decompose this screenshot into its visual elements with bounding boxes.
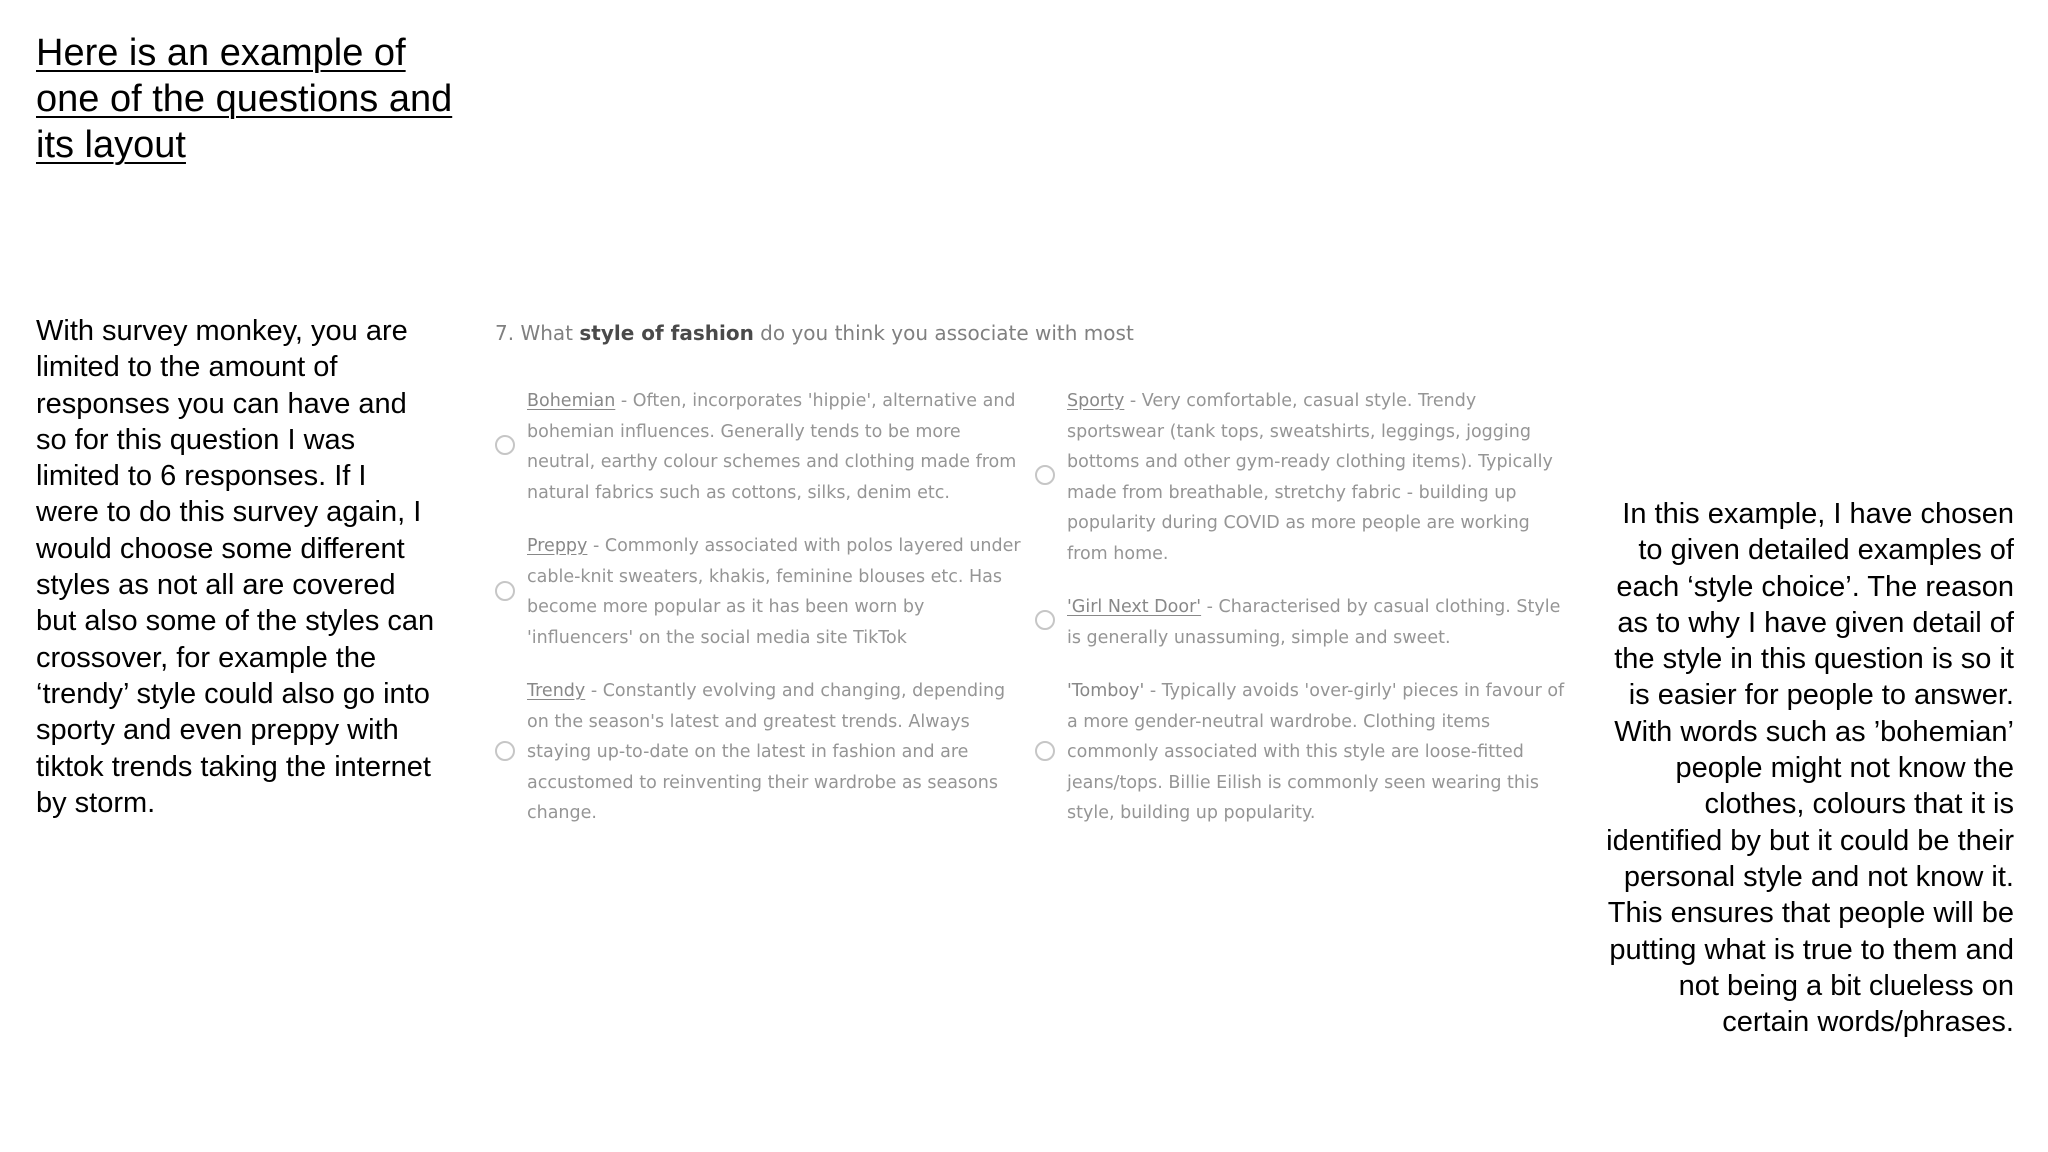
option-name: Sporty xyxy=(1067,391,1125,411)
option-text xyxy=(527,676,1027,829)
question-title xyxy=(495,318,1134,348)
option-name: Bohemian xyxy=(527,391,616,411)
left-note: With survey monkey, you are limited to the amount of responses you can have and so for this question I was limited to 6 responses. If I were to do this survey again, I would choose some different styles as not all are covered but also some of the styles can crossover, for example the ‘trendy’ style could also go into sporty and even preppy with tiktok trends taking the internet by storm. xyxy=(36,315,435,819)
question-bold: style of fashion xyxy=(579,321,754,345)
right-note: In this example, I have chosen to given detailed examples of each ‘style choice’. The reason as to why I have given detail of the style in this question is so it is easier for people to answer. With words such as ’bohemian’ people might not know the clothes, colours that it is identified by but it could be their personal style and not know it. This ensures that people will be putting what is true to them and not being a bit clueless on certain words/phrases. xyxy=(1606,498,2014,1039)
option-desc: - Often, incorporates 'hippie', alternative and bohemian influences. Generally tends to be more neutral, earthy colour schemes and clothing made from natural fabrics such as cottons, silks, denim etc. xyxy=(527,391,1017,503)
radio-button[interactable] xyxy=(1035,465,1055,485)
survey-question-screenshot xyxy=(495,318,1585,838)
option-text xyxy=(527,386,1027,508)
option-text xyxy=(1067,386,1567,569)
question-prefix: 7. What xyxy=(495,321,580,345)
slide-title: Here is an example of one of the questions and its layout xyxy=(36,32,453,166)
option-name: 'Girl Next Door' xyxy=(1067,597,1202,617)
option-desc: - Characterised by casual clothing. Style is generally unassuming, simple and sweet. xyxy=(1067,597,1561,648)
question-suffix: do you think you associate with most xyxy=(753,321,1134,345)
option-text xyxy=(1067,592,1567,653)
radio-button[interactable] xyxy=(495,741,515,761)
option-name: Preppy xyxy=(527,536,588,556)
radio-button[interactable] xyxy=(495,581,515,601)
option-text xyxy=(1067,676,1567,829)
option-desc: - Constantly evolving and changing, depending on the season's latest and greatest trends. Always staying up-to-date on the latest in fashion and are accustomed to reinventing their wardrobe as seasons change. xyxy=(527,681,1006,823)
radio-button[interactable] xyxy=(495,435,515,455)
option-name: Trendy xyxy=(527,681,586,701)
radio-button[interactable] xyxy=(1035,741,1055,761)
radio-button[interactable] xyxy=(1035,610,1055,630)
option-text xyxy=(527,531,1027,653)
option-name-plain: 'Tomboy' xyxy=(1067,681,1145,701)
option-desc: - Very comfortable, casual style. Trendy sportswear (tank tops, sweatshirts, leggings, jogging bottoms and other gym-ready clothing items). Typically made from breathable, stretchy fabric - building up popularity during COVID as more people are working from home. xyxy=(1067,391,1553,564)
option-desc: - Commonly associated with polos layered under cable-knit sweaters, khakis, feminine blouses etc. Has become more popular as it has been worn by 'influencers' on the social media site TikTok xyxy=(527,536,1021,648)
option-desc: - Typically avoids 'over-girly' pieces in favour of a more gender-neutral wardrobe. Clothing items commonly associated with this style are loose-fitted jeans/tops. Billie Eilish is commonly seen wearing this style, building up popularity. xyxy=(1067,681,1565,823)
